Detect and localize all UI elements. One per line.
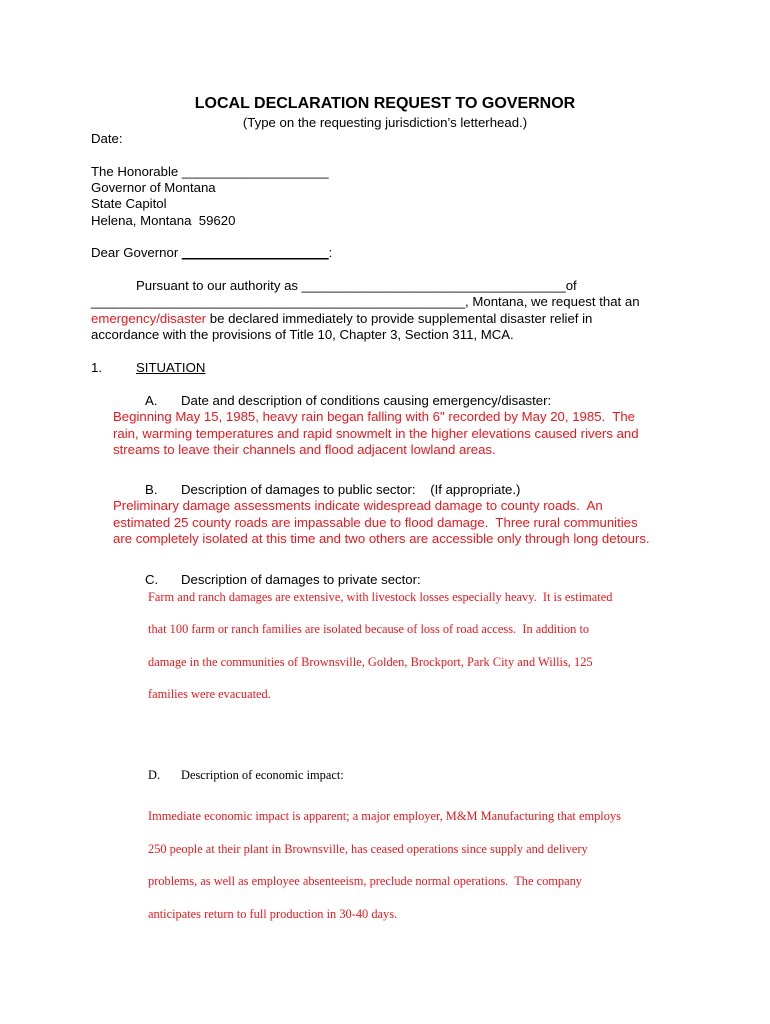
paragraph-line (91, 311, 592, 327)
paragraph-line: Pursuant to our authority as ____________________________________of (136, 278, 577, 293)
item-text-line: Immediate economic impact is apparent; a major employer, M&M Manufacturing that employs (148, 809, 621, 823)
item-text-line: are completely isolated at this time and two others are accessible only through long detours. (113, 531, 650, 546)
section-title: SITUATION (136, 360, 206, 375)
item-text-line: streams to leave their channels and flood adjacent lowland areas. (113, 442, 496, 457)
item-label: Date and description of conditions causing emergency/disaster: (181, 393, 552, 408)
item-text-line: Farm and ranch damages are extensive, with livestock losses especially heavy. It is estimated (148, 590, 613, 604)
paragraph-line: accordance with the provisions of Title 10, Chapter 3, Section 311, MCA. (91, 327, 514, 342)
item-text-line: damage in the communities of Brownsville, Golden, Brockport, Park City and Willis, 125 (148, 655, 593, 669)
item-letter: B. (145, 482, 158, 497)
item-text-line: anticipates return to full production in 30-40 days. (148, 907, 398, 921)
item-text-line: estimated 25 county roads are impassable due to flood damage. Three rural communities (113, 515, 638, 530)
paragraph-text: be declared immediately to provide supplemental disaster relief in (206, 311, 593, 326)
address-line: Governor of Montana (91, 180, 216, 195)
document-subtitle: (Type on the requesting jurisdiction’s letterhead.) (242, 115, 528, 130)
salutation-prefix: Dear Governor (91, 245, 182, 260)
item-text-line: Beginning May 15, 1985, heavy rain began falling with 6" recorded by May 20, 1985. The (113, 409, 636, 424)
item-letter: D. (148, 768, 161, 782)
document-title: LOCAL DECLARATION REQUEST TO GOVERNOR (194, 95, 576, 112)
address-line: Helena, Montana 59620 (91, 213, 236, 228)
item-text-line: Preliminary damage assessments indicate widespread damage to county roads. An (113, 498, 603, 513)
item-letter: A. (145, 393, 158, 408)
item-text-line: families were evacuated. (148, 687, 271, 701)
item-label: Description of damages to private sector: (181, 572, 421, 587)
salutation-suffix: : (328, 245, 333, 260)
salutation (91, 245, 332, 261)
salutation-blank: ____________________ (181, 245, 329, 260)
item-text-line: that 100 farm or ranch families are isolated because of loss of road access. In addition to (148, 622, 590, 636)
address-line: The Honorable ____________________ (91, 164, 329, 179)
address-line: State Capitol (91, 196, 167, 211)
paragraph-line: ___________________________________________________, Montana, we request that an (91, 294, 640, 309)
item-label: Description of economic impact: (181, 768, 344, 782)
item-letter: C. (145, 572, 159, 587)
item-text-line: rain, warming temperatures and rapid snowmelt in the higher elevations caused rivers and (113, 426, 639, 441)
date-label: Date: (91, 131, 123, 146)
emergency-disaster-term: emergency/disaster (91, 311, 207, 326)
section-number: 1. (91, 360, 102, 375)
item-label: Description of damages to public sector: (If appropriate.) (181, 482, 521, 497)
item-text-line: 250 people at their plant in Brownsville, has ceased operations since supply and delivery (148, 842, 588, 856)
item-text-line: problems, as well as employee absenteeism, preclude normal operations. The company (148, 874, 582, 888)
